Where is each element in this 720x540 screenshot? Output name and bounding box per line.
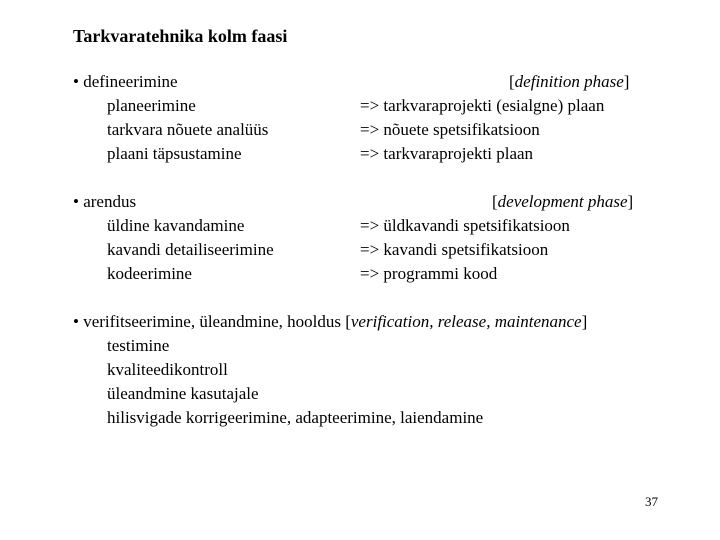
definition-task-3: plaani täpsustamine — [107, 144, 242, 163]
verification-heading: • verifitseerimine, üleandmine, hooldus [verification, release, maintenance] — [73, 312, 588, 331]
verification-item-4: hilisvigade korrigeerimine, adapteerimine, laiendamine — [107, 408, 484, 427]
definition-phase-label: [definition phase] — [509, 72, 630, 91]
development-result-1: => üldkavandi spetsifikatsioon — [360, 216, 570, 235]
verification-item-2: kvaliteedikontroll — [107, 360, 228, 379]
development-task-1: üldine kavandamine — [107, 216, 245, 235]
definition-heading: • defineerimine — [73, 72, 178, 91]
development-phase-label: [development phase] — [492, 192, 634, 211]
verification-item-1: testimine — [107, 336, 170, 355]
development-result-3: => programmi kood — [360, 264, 498, 283]
definition-task-1: planeerimine — [107, 96, 196, 115]
development-task-2: kavandi detailiseerimine — [107, 240, 274, 259]
page-number: 37 — [645, 494, 658, 509]
development-result-2: => kavandi spetsifikatsioon — [360, 240, 549, 259]
definition-task-2: tarkvara nõuete analüüs — [107, 120, 269, 139]
definition-result-1: => tarkvaraprojekti (esialgne) plaan — [360, 96, 605, 115]
verification-item-3: üleandmine kasutajale — [107, 384, 259, 403]
definition-result-3: => tarkvaraprojekti plaan — [360, 144, 534, 163]
development-task-3: kodeerimine — [107, 264, 192, 283]
definition-result-2: => nõuete spetsifikatsioon — [360, 120, 540, 139]
development-heading: • arendus — [73, 192, 137, 211]
slide-title: Tarkvaratehnika kolm faasi — [73, 26, 288, 46]
